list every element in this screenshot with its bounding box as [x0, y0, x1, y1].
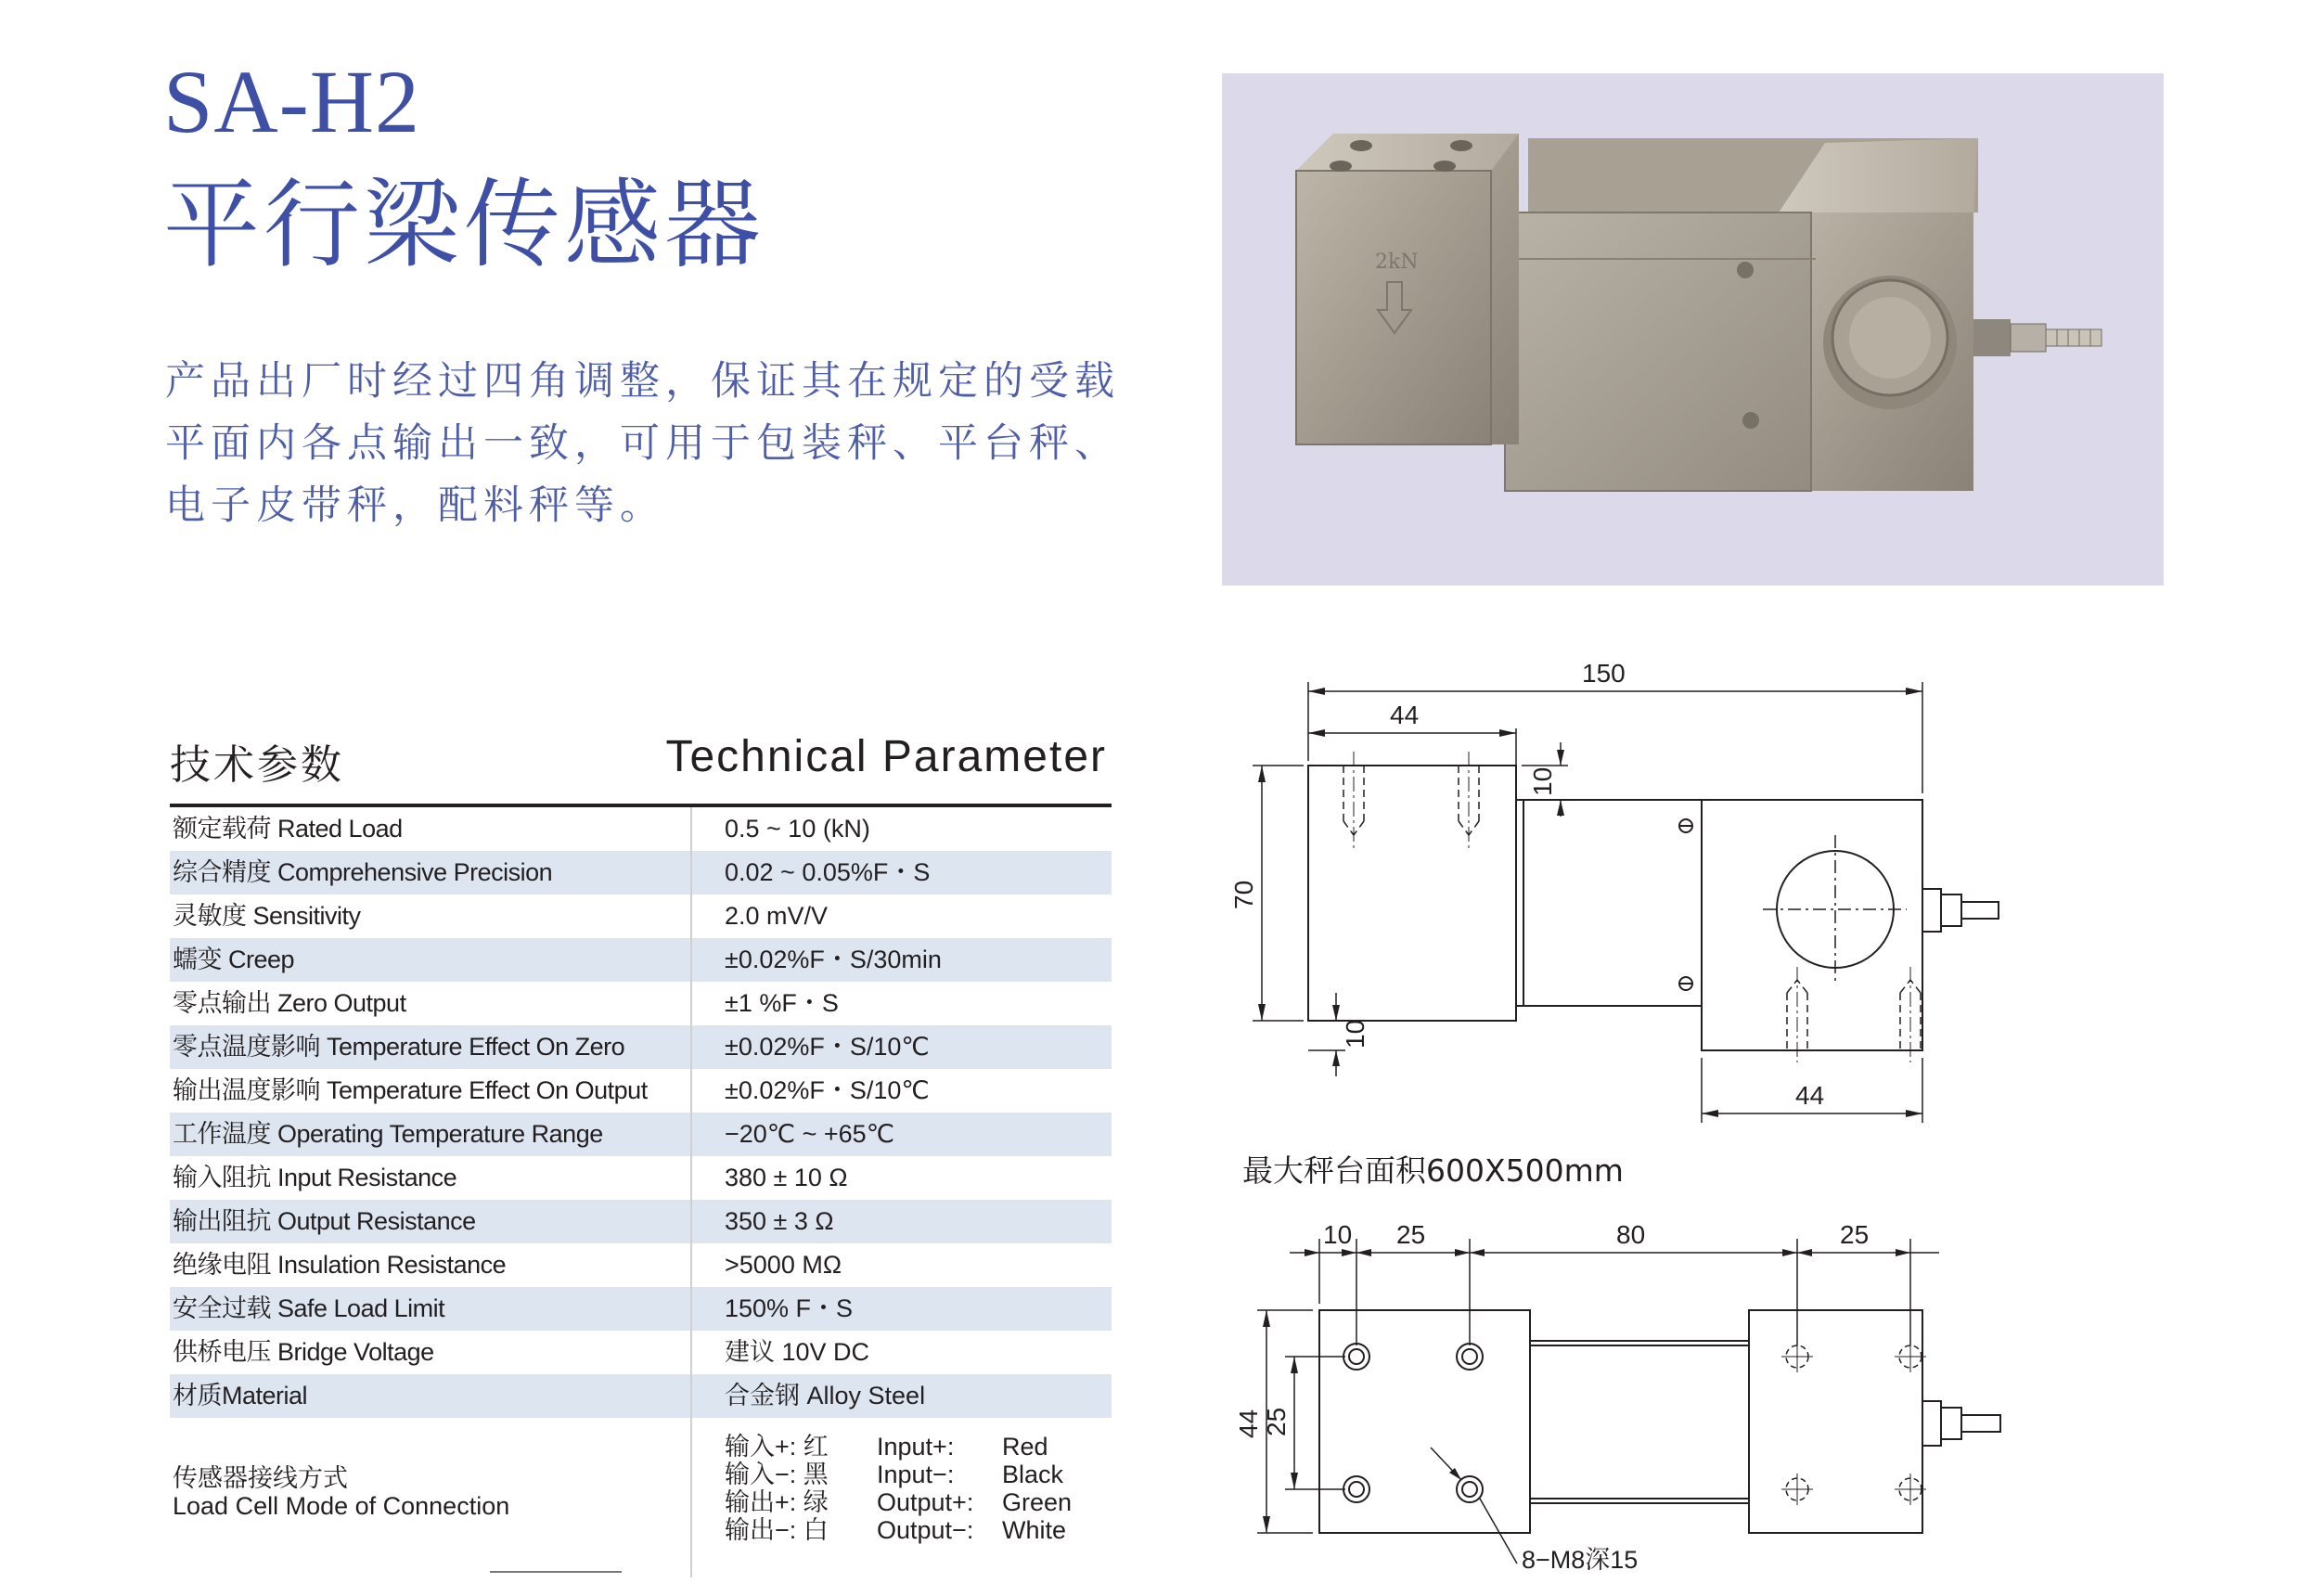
wire-cn: 输出+: 绿	[725, 1488, 829, 1516]
param-value: 合金钢 Alloy Steel	[725, 1382, 926, 1409]
wire-cn: 输出−: 白	[725, 1516, 829, 1544]
param-value: 350 ± 3 Ω	[725, 1207, 834, 1235]
param-name: 工作温度 Operating Temperature Range	[173, 1120, 603, 1148]
param-value: ±0.02%F・S/10℃	[725, 1033, 930, 1061]
product-description	[165, 351, 1121, 537]
param-value: >5000 MΩ	[725, 1251, 842, 1279]
param-value: 0.5 ~ 10 (kN)	[725, 815, 870, 843]
wire-list-en	[877, 1433, 973, 1544]
parameter-table	[170, 807, 1112, 1418]
param-name: 输出阻抗 Output Resistance	[173, 1207, 476, 1235]
wire-en: Output−:	[877, 1516, 974, 1544]
connection-label-cn: 传感器接线方式	[173, 1464, 348, 1492]
param-name: 零点温度影响 Temperature Effect On Zero	[173, 1033, 625, 1061]
tech-heading-en: Technical Parameter	[665, 732, 1107, 781]
param-name: 蠕变 Creep	[173, 946, 295, 973]
param-name: 绝缘电阻 Insulation Resistance	[173, 1251, 507, 1279]
param-value: ±1 %F・S	[725, 989, 839, 1017]
wire-list-cn	[725, 1433, 829, 1544]
param-name: 额定载荷 Rated Load	[173, 815, 403, 843]
connection-label	[173, 1464, 509, 1520]
table-row	[170, 1331, 1112, 1374]
table-row	[170, 1200, 1112, 1243]
param-name: 供桥电压 Bridge Voltage	[173, 1338, 434, 1366]
dim-center-span: 80	[1616, 1220, 1646, 1249]
param-value: ±0.02%F・S/30min	[725, 946, 942, 973]
side-view-drawing	[1229, 659, 1999, 1123]
wire-cn: 输入−: 黑	[725, 1461, 829, 1488]
param-value: 建议 10V DC	[725, 1338, 870, 1366]
param-value: −20℃ ~ +65℃	[725, 1120, 895, 1148]
dim-hole-pitch-right: 25	[1840, 1220, 1870, 1249]
dim-height: 70	[1229, 880, 1258, 909]
table-row	[170, 807, 1112, 851]
param-name: 综合精度 Comprehensive Precision	[173, 858, 553, 886]
param-value: 150% F・S	[725, 1294, 854, 1322]
product-photo	[1222, 73, 2164, 586]
dimension-drawings	[1215, 640, 2190, 1577]
dim-plan-width: 44	[1234, 1409, 1263, 1438]
wire-en: Input−:	[877, 1461, 955, 1488]
table-row	[170, 1374, 1112, 1418]
plan-view-drawing	[1234, 1220, 2000, 1574]
connection-row	[170, 1420, 1112, 1573]
param-name: 零点输出 Zero Output	[173, 989, 406, 1017]
wire-en: Output+:	[877, 1488, 974, 1516]
product-title: 平行梁传感器	[163, 168, 765, 281]
wire-color: Green	[1002, 1488, 1073, 1516]
description-line: 产品出厂时经过四角调整，保证其在规定的受载	[165, 358, 1120, 405]
param-name: 输出温度影响 Temperature Effect On Output	[173, 1076, 648, 1104]
dim-top-gap: 10	[1528, 766, 1557, 796]
model-number: SA-H2	[163, 52, 421, 151]
table-row	[170, 1113, 1112, 1156]
table-row	[170, 851, 1112, 895]
wire-en: Input+:	[877, 1433, 955, 1461]
table-end-rule	[490, 1571, 622, 1573]
table-row	[170, 895, 1112, 938]
table-row	[170, 1025, 1112, 1069]
param-value: 380 ± 10 Ω	[725, 1164, 848, 1191]
table-row	[170, 982, 1112, 1025]
param-name: 材质Material	[173, 1382, 308, 1409]
dim-edge-offset: 10	[1323, 1220, 1353, 1249]
wire-color: White	[1002, 1516, 1067, 1544]
table-row	[170, 1069, 1112, 1113]
description-line: 平面内各点输出一致，可用于包装秤、平台秤、	[165, 420, 1120, 467]
param-value: 2.0 mV/V	[725, 902, 829, 930]
dim-right-block: 44	[1795, 1081, 1825, 1110]
wire-color: Red	[1002, 1433, 1048, 1461]
param-name: 灵敏度 Sensitivity	[173, 902, 361, 930]
param-name: 输入阻抗 Input Resistance	[173, 1164, 457, 1191]
wire-cn: 输入+: 红	[725, 1433, 829, 1461]
tech-heading-cn: 技术参数	[170, 741, 344, 789]
param-value: 0.02 ~ 0.05%F・S	[725, 858, 931, 886]
dim-bottom-gap: 10	[1341, 1019, 1369, 1049]
param-value: ±0.02%F・S/10℃	[725, 1076, 930, 1104]
dim-left-block: 44	[1390, 701, 1420, 729]
param-name: 安全过载 Safe Load Limit	[173, 1294, 445, 1322]
description-line: 电子皮带秤，配料秤等。	[165, 483, 665, 529]
connection-label-en: Load Cell Mode of Connection	[173, 1492, 510, 1520]
max-platform-area-note: 最大秤台面积600X500mm	[1242, 1152, 1624, 1189]
load-cell-illustration	[1222, 73, 2164, 586]
table-row	[170, 1243, 1112, 1287]
table-row	[170, 1287, 1112, 1331]
wire-color: Black	[1002, 1461, 1064, 1488]
tech-heading	[170, 731, 1107, 789]
dim-total-width: 150	[1582, 659, 1626, 688]
table-row	[170, 1156, 1112, 1200]
wire-color-list	[1002, 1433, 1072, 1544]
thread-note: 8−M8深15	[1522, 1546, 1639, 1574]
table-row	[170, 938, 1112, 982]
capacity-marking: 2kN	[1375, 251, 1419, 274]
dim-hole-pitch-left: 25	[1396, 1220, 1426, 1249]
dim-hole-spacing: 25	[1262, 1407, 1291, 1436]
